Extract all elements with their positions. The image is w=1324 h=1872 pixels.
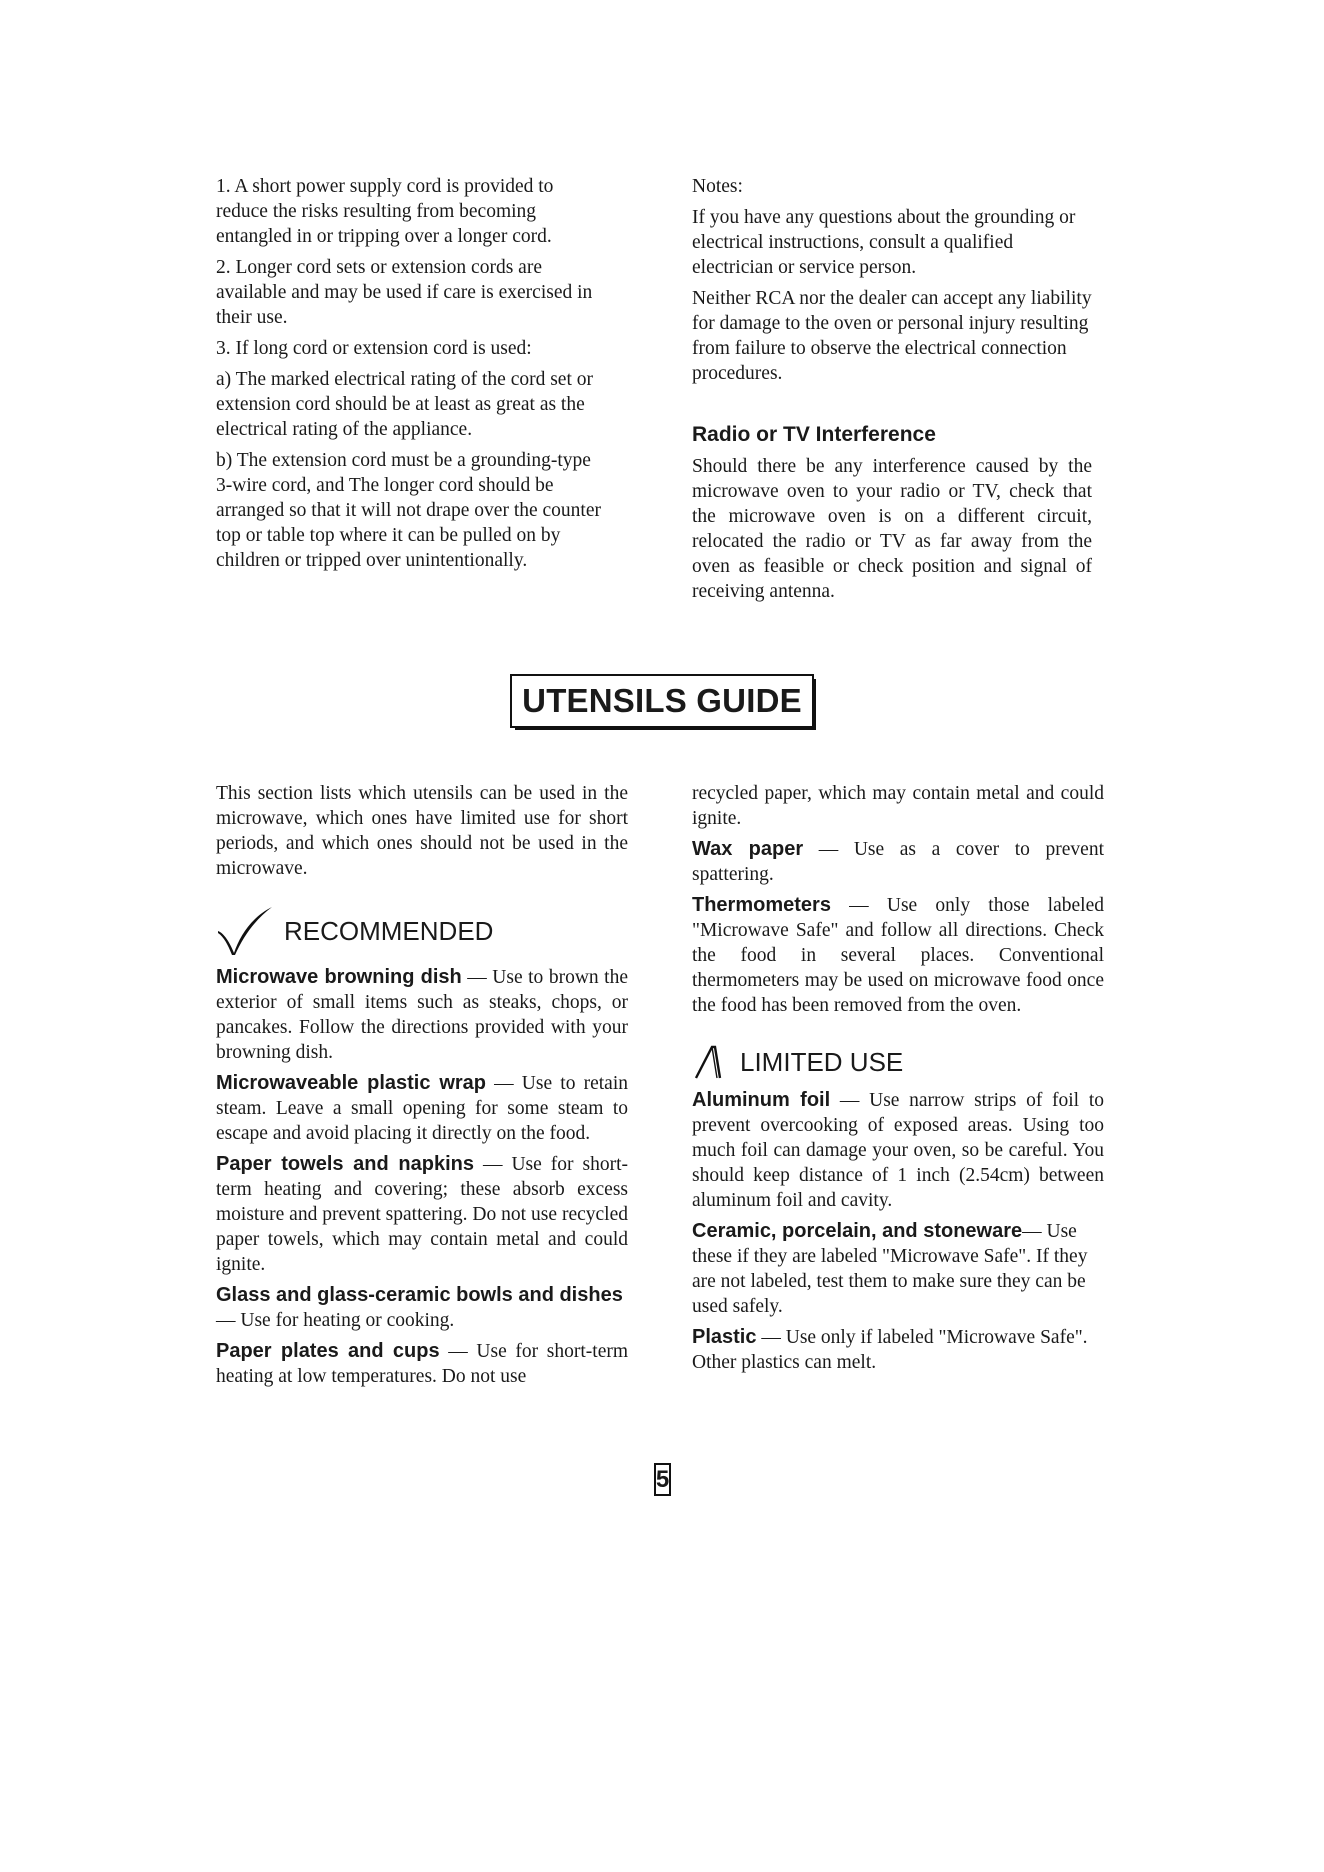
cord-item-2: 2. Longer cord sets or extension cords are available and may be used if care is exercised in their use.	[216, 257, 593, 328]
cord-item-b: b) The extension cord must be a grounding-type 3-wire cord, and The longer cord should be arranged so that it will not drape over the counter top or table top where it can be pulled on by children or tripped over unintentionally.	[216, 450, 601, 571]
cord-item-1: 1. A short power supply cord is provided to reduce the risks resulting from becoming entangled in or tripping over a longer cord.	[216, 176, 554, 247]
item-desc: — Use for heating or cooking.	[216, 1310, 455, 1331]
cord-instructions	[216, 174, 606, 579]
item-desc: — Use for short-term heating and covering; these absorb excess moisture and prevent spattering. Do not use recycled paper towels, which may contain metal and could ignite.	[216, 1154, 629, 1275]
notes-label: Notes:	[692, 176, 743, 197]
item-desc: — Use these if they are labeled "Microwave Safe". If they are not labeled, test them to make sure they can be used safely.	[692, 1221, 1088, 1317]
list-item	[692, 1219, 1104, 1319]
item-term: Microwave browning dish	[216, 966, 462, 988]
utensils-guide-title-box	[510, 674, 814, 728]
list-item	[692, 837, 1104, 887]
list-item	[692, 1088, 1104, 1213]
cord-item-a: a) The marked electrical rating of the cord set or extension cord should be at least as great as the electrical rating of the appliance.	[216, 369, 594, 440]
item-desc: — Use to brown the exterior of small items such as steaks, chops, or pancakes. Follow the directions provided with your browning dish.	[216, 967, 628, 1063]
list-item	[216, 1283, 628, 1333]
item-term: Plastic	[692, 1326, 757, 1348]
item-term: Aluminum foil	[692, 1089, 831, 1111]
item-term: Microwaveable plastic wrap	[216, 1072, 486, 1094]
item-term: Paper plates and cups	[216, 1340, 440, 1362]
item-desc: — Use only those labeled "Microwave Safe" and follow all directions. Check the food in several places. Conventional thermometers may be used on microwave food once the food has been removed from the oven.	[692, 895, 1104, 1016]
limited-use-label: LIMITED USE	[740, 1046, 904, 1077]
utensils-guide-title: UTENSILS GUIDE	[522, 682, 802, 719]
continued-text: recycled paper, which may contain metal and could ignite.	[692, 783, 1104, 829]
list-item	[692, 893, 1104, 1018]
radio-tv-heading: Radio or TV Interference	[692, 423, 936, 446]
checkmark-icon	[216, 905, 274, 957]
item-desc: — Use narrow strips of foil to prevent overcooking of exposed areas. Using too much foil can damage your oven, so be careful. You should keep distance of 1 inch (2.54cm) between aluminum foil and cavity.	[692, 1090, 1104, 1211]
item-desc: — Use only if labeled "Microwave Safe". Other plastics can melt.	[692, 1327, 1088, 1373]
list-item	[216, 1339, 628, 1389]
page-number: 5	[654, 1463, 671, 1496]
item-desc: — Use to retain steam. Leave a small opening for some steam to escape and avoid placing it directly on the food.	[216, 1073, 628, 1144]
note-liability: Neither RCA nor the dealer can accept any liability for damage to the oven or personal injury resulting from failure to observe the electrical connection procedures.	[692, 288, 1092, 384]
utensils-right-column	[692, 781, 1104, 1381]
list-item	[216, 1152, 628, 1277]
item-term: Thermometers	[692, 894, 831, 916]
item-term: Paper towels and napkins	[216, 1153, 474, 1175]
note-grounding: If you have any questions about the grounding or electrical instructions, consult a qualified electrician or service person.	[692, 207, 1076, 278]
list-item	[216, 965, 628, 1065]
cord-item-3: 3. If long cord or extension cord is used:	[216, 338, 532, 359]
item-desc: — Use as a cover to prevent spattering.	[692, 839, 1104, 885]
radio-tv-text: Should there be any interference caused by the microwave oven to your radio or TV, check that the microwave oven is on a different circuit, relocated the radio or TV as far away from the oven as feasible or check position and signal of receiving antenna.	[692, 456, 1092, 602]
utensils-intro: This section lists which utensils can be used in the microwave, which ones have limited use for short periods, and which ones should not be used in the microwave.	[216, 783, 628, 879]
item-desc: — Use for short-term heating at low temperatures. Do not use	[216, 1341, 629, 1387]
list-item	[216, 1071, 628, 1146]
item-term: Wax paper	[692, 838, 804, 860]
notes-column	[692, 174, 1092, 610]
item-term: Ceramic, porcelain, and stoneware	[692, 1220, 1023, 1242]
limited-use-icon	[692, 1044, 726, 1080]
limited-use-heading	[692, 1044, 1104, 1080]
item-term: Glass and glass-ceramic bowls and dishes	[216, 1284, 623, 1306]
recommended-heading	[216, 905, 628, 957]
utensils-left-column	[216, 781, 628, 1395]
list-item	[692, 1325, 1104, 1375]
recommended-label: RECOMMENDED	[284, 915, 494, 946]
